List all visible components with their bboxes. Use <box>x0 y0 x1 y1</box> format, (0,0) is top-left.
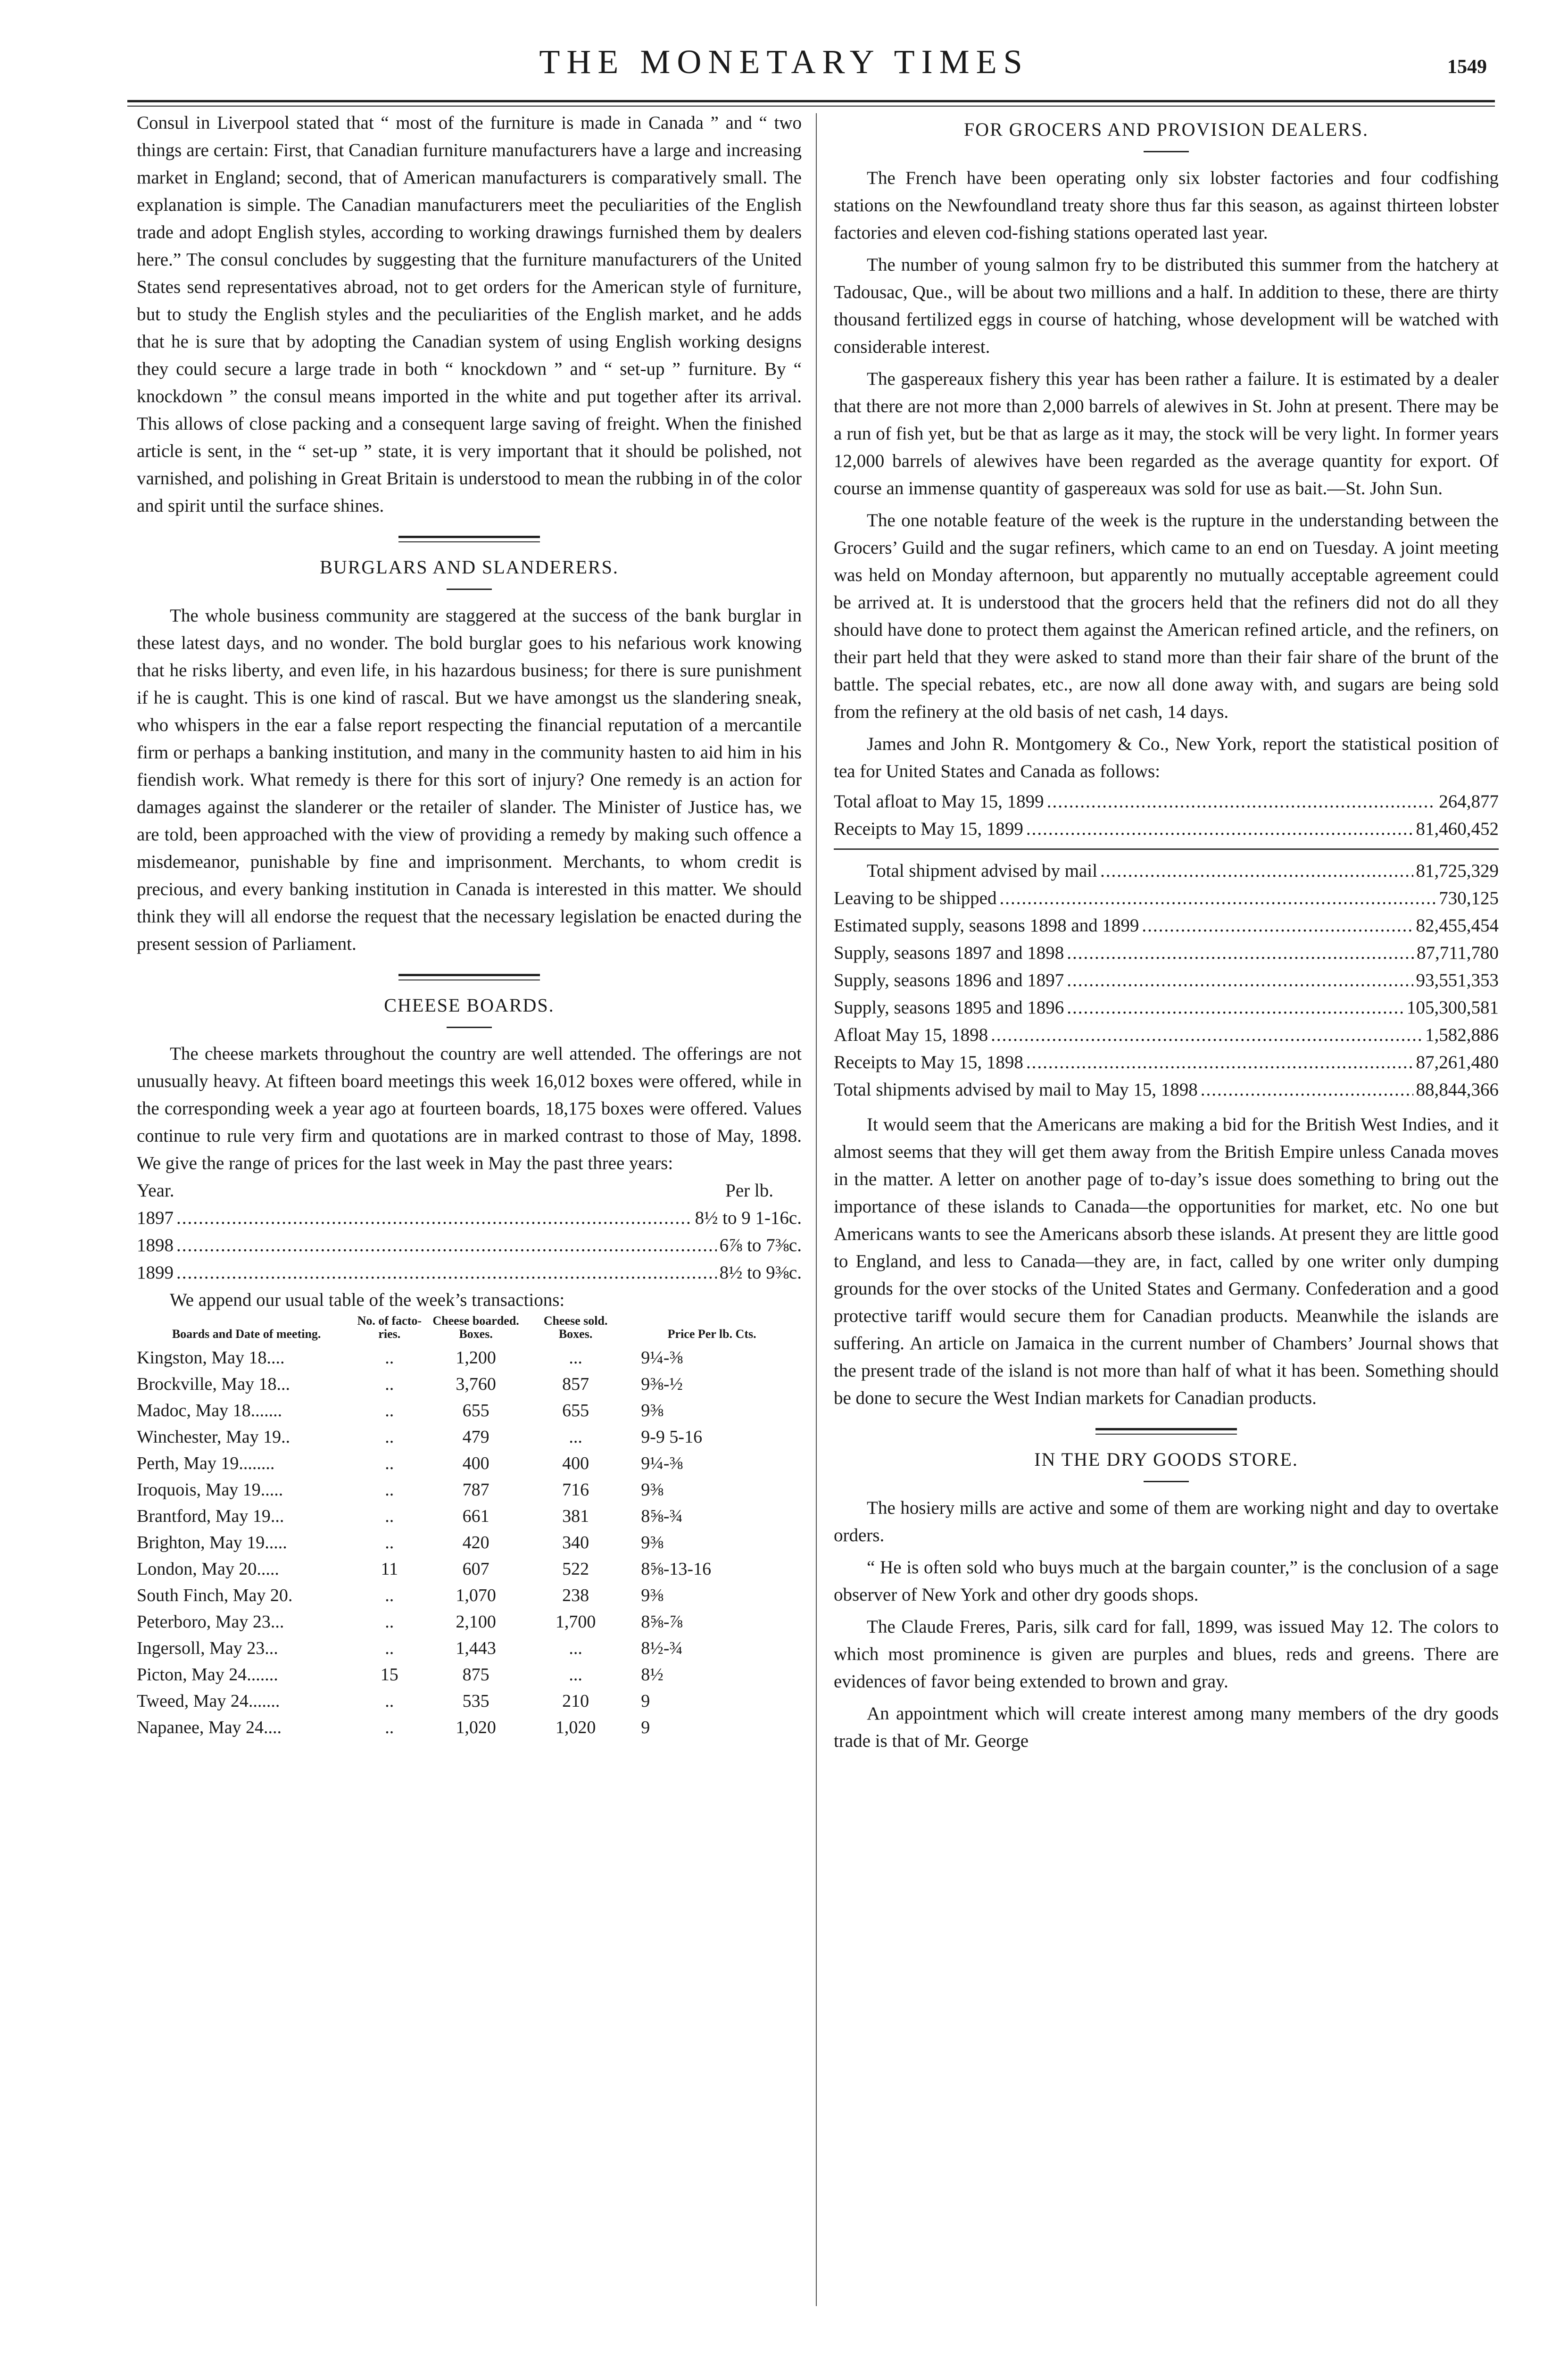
burglars-paragraph: The whole business community are staggered at the success of the bank burglar in these latest days, and no wonder. The bold burglar goes to his nefarious work knowing that he risks liberty, and even life, in his hazardous business; for there is sure punishment if he is caught. This is one kind of rascal. But we have amongst us the slandering sneak, who whispers in the ear a false report respecting the financial reputation of a mercantile firm or perhaps a banking institution, and many in the community hasten to aid him in his fiendish work. What remedy is there for this sort of injury? One remedy is an action for damages against the slanderer or the retailer of slander. The Minister of Justice has, we are told, been approached with the view of providing a remedy by making such offence a misdemeanor, punishable by fine and imprisonment. Merchants, to whom credit is precious, and every banking institution in Canada is interested in this matter. We should think they will all endorse the request that the necessary legislation be enacted during the present session of Parliament. <box>137 606 802 954</box>
price: 9 <box>641 1718 650 1737</box>
factories: .. <box>385 1533 394 1553</box>
factories: .. <box>385 1586 394 1605</box>
boxes-boarded: 1,070 <box>456 1586 496 1605</box>
price-range-header <box>137 1177 802 1204</box>
stat-label: Estimated supply, seasons 1898 and 1899 <box>834 915 1139 936</box>
board-date: Brantford, May 19... <box>137 1506 284 1526</box>
cheese-transactions-table <box>137 1314 802 1741</box>
boxes-sold: 655 <box>562 1401 589 1420</box>
boxes-boarded: 535 <box>462 1691 489 1711</box>
drygoods-heading: IN THE DRY GOODS STORE. <box>1034 1449 1298 1470</box>
grocers-paragraph: The number of young salmon fry to be distributed this summer from the hatchery at Tadousac, Que., will be about two millions and a half. In addition to these, there are thirty thousand fertilized eggs in course of hatching, whose development will be watched with considerable interest. <box>834 255 1499 357</box>
stat-row <box>834 788 1499 815</box>
per-lb-label: Per lb. <box>725 1180 773 1201</box>
stat-label: Receipts to May 15, 1898 <box>834 1052 1023 1072</box>
grocers-paragraph: The French have been operating only six lobster factories and four codfishing stations on the Newfoundland treaty shore thus far this season, as against thirteen lobster factories and eleven cod-fishing stations operated last year. <box>834 168 1499 243</box>
right-column <box>834 109 1499 1755</box>
boxes-boarded: 655 <box>462 1401 489 1420</box>
table-row <box>137 1556 802 1582</box>
table-row <box>137 1714 802 1741</box>
price: 9¼-⅜ <box>641 1348 683 1368</box>
boxes-sold: ... <box>569 1427 582 1447</box>
table-row <box>137 1582 802 1609</box>
boxes-sold: 522 <box>562 1559 589 1579</box>
column-divider <box>816 113 817 2306</box>
cheese-heading: CHEESE BOARDS. <box>384 995 555 1016</box>
factories: .. <box>385 1506 394 1526</box>
boxes-sold: 381 <box>562 1506 589 1526</box>
boxes-boarded: 875 <box>462 1665 489 1685</box>
heading-rule <box>1144 1481 1189 1482</box>
heading-rule <box>1144 151 1189 152</box>
stats-rule <box>834 848 1499 850</box>
header-rule-thin <box>127 106 1495 107</box>
leader-dots <box>1026 1049 1413 1076</box>
board-date: Tweed, May 24....... <box>137 1691 280 1711</box>
price: 8⅝-⅞ <box>641 1612 683 1632</box>
price-range: 8½ to 9 1-16c. <box>695 1208 802 1228</box>
boxes-sold: 400 <box>562 1453 589 1473</box>
table-row <box>137 1688 802 1714</box>
boxes-boarded: 3,760 <box>456 1374 496 1394</box>
tea-stats-group-b <box>834 857 1499 1104</box>
boxes-boarded: 607 <box>462 1559 489 1579</box>
price: 9 <box>641 1691 650 1711</box>
drygoods-paragraph: The hosiery mills are active and some of them are working night and day to overtake orders. <box>834 1498 1499 1545</box>
stat-value: 105,300,581 <box>1407 997 1499 1018</box>
append-line: We append our usual table of the week’s transactions: <box>170 1290 565 1310</box>
price-year: 1897 <box>137 1208 174 1228</box>
leader-dots <box>176 1259 717 1287</box>
grocers-paragraph: James and John R. Montgomery & Co., New York, report the statistical position of tea for United States and Canada as follows: <box>834 734 1499 781</box>
boxes-boarded: 479 <box>462 1427 489 1447</box>
table-row <box>137 1529 802 1556</box>
section-double-rule <box>398 974 540 980</box>
boxes-boarded: 420 <box>462 1533 489 1553</box>
grocers-paragraph: The gaspereaux fishery this year has been rather a failure. It is estimated by a dealer that there are not more than 2,000 barrels of alewives in St. John at present. There may be a run of fish yet, but be that as large as it may, the stock will be very light. In former years 12,000 barrels of alewives have been regarded as the average quantity for export. Of course an immense quantity of gaspereaux was sold for use as bait.—St. John Sun. <box>834 369 1499 498</box>
board-date: Kingston, May 18.... <box>137 1348 285 1368</box>
stat-label: Supply, seasons 1896 and 1897 <box>834 970 1064 990</box>
stat-label: Leaving to be shipped <box>834 888 997 908</box>
year-label: Year. <box>137 1180 174 1201</box>
board-date: Madoc, May 18....... <box>137 1401 282 1420</box>
stat-label: Total shipment advised by mail <box>867 861 1098 881</box>
stat-label: Total afloat to May 15, 1899 <box>834 791 1044 812</box>
price-year: 1898 <box>137 1235 174 1255</box>
boxes-sold: ... <box>569 1638 582 1658</box>
leader-dots <box>1067 994 1404 1021</box>
price-range-row <box>137 1204 802 1232</box>
boxes-boarded: 400 <box>462 1453 489 1473</box>
grocers-heading: FOR GROCERS AND PROVISION DEALERS. <box>963 119 1369 140</box>
factories: .. <box>385 1480 394 1500</box>
stat-row <box>834 994 1499 1021</box>
board-date: Peterboro, May 23... <box>137 1612 284 1632</box>
factories: .. <box>385 1401 394 1420</box>
boxes-boarded: 1,200 <box>456 1348 496 1368</box>
boxes-boarded: 661 <box>462 1506 489 1526</box>
price: 9⅜ <box>641 1586 664 1605</box>
board-date: Ingersoll, May 23... <box>137 1638 278 1658</box>
table-row <box>137 1424 802 1450</box>
leader-dots <box>176 1204 692 1232</box>
factories: 11 <box>381 1559 398 1579</box>
board-date: London, May 20..... <box>137 1559 279 1579</box>
boxes-boarded: 1,020 <box>456 1718 496 1737</box>
section-double-rule <box>398 536 540 542</box>
price: 9¼-⅜ <box>641 1453 683 1473</box>
leader-dots <box>1000 885 1436 912</box>
boxes-sold: 1,020 <box>555 1718 596 1737</box>
stat-row <box>834 939 1499 967</box>
stat-value: 88,844,366 <box>1416 1079 1499 1100</box>
boxes-sold: 210 <box>562 1691 589 1711</box>
stat-row <box>834 1076 1499 1104</box>
stat-value: 82,455,454 <box>1416 915 1499 936</box>
table-row <box>137 1397 802 1424</box>
stat-label: Afloat May 15, 1898 <box>834 1025 988 1045</box>
col-boarded: Cheese boarded. Boxes. <box>432 1314 519 1341</box>
factories: .. <box>385 1348 394 1368</box>
table-row <box>137 1371 802 1397</box>
stat-row <box>834 912 1499 939</box>
stat-label: Receipts to May 15, 1899 <box>834 819 1023 839</box>
leader-dots <box>1026 815 1413 843</box>
col-sold: Cheese sold. Boxes. <box>543 1314 608 1341</box>
price-range: 6⅞ to 7⅜c. <box>719 1235 802 1255</box>
stat-label: Total shipments advised by mail to May 15, 1898 <box>834 1079 1198 1100</box>
boxes-sold: 238 <box>562 1586 589 1605</box>
factories: .. <box>385 1638 394 1658</box>
masthead-title: THE MONETARY TIMES <box>539 43 1029 81</box>
stat-label: Supply, seasons 1895 and 1896 <box>834 997 1064 1018</box>
leader-dots <box>1047 788 1436 815</box>
drygoods-paragraph: An appointment which will create interest among many members of the dry goods trade is that of Mr. George <box>834 1703 1499 1751</box>
boxes-sold: ... <box>569 1348 582 1368</box>
stat-value: 1,582,886 <box>1425 1025 1499 1045</box>
drygoods-paragraph: “ He is often sold who buys much at the bargain counter,” is the conclusion of a sage observer of New York and other dry goods shops. <box>834 1557 1499 1605</box>
factories: 15 <box>380 1665 398 1685</box>
stat-value: 730,125 <box>1439 888 1499 908</box>
price: 9⅜ <box>641 1480 664 1500</box>
price: 9⅜-½ <box>641 1374 683 1394</box>
heading-rule <box>447 589 492 590</box>
factories: .. <box>385 1374 394 1394</box>
burglars-heading: BURGLARS AND SLANDERERS. <box>320 556 619 578</box>
drygoods-paragraph: The Claude Freres, Paris, silk card for fall, 1899, was issued May 12. The colors to which most prominence is given are purples and blues, reds and greens. There are evidences of favor being extended to brown and gray. <box>834 1617 1499 1692</box>
table-row <box>137 1503 802 1529</box>
board-date: Napanee, May 24.... <box>137 1718 282 1737</box>
board-date: Perth, May 19........ <box>137 1453 275 1473</box>
table-row <box>137 1345 802 1371</box>
boxes-sold: 716 <box>562 1480 589 1500</box>
page-number: 1549 <box>1447 56 1487 78</box>
col-boards: Boards and Date of meeting. <box>172 1327 321 1341</box>
header-rule-thick <box>127 100 1495 102</box>
stat-value: 264,877 <box>1439 791 1499 812</box>
board-date: Brockville, May 18... <box>137 1374 290 1394</box>
stat-row <box>834 967 1499 994</box>
factories: .. <box>385 1427 394 1447</box>
col-price: Price Per lb. Cts. <box>667 1327 756 1341</box>
table-row <box>137 1661 802 1688</box>
boxes-boarded: 2,100 <box>456 1612 496 1632</box>
stat-row <box>834 1021 1499 1049</box>
left-column <box>137 109 802 1741</box>
price: 9⅜ <box>641 1401 664 1420</box>
heading-rule <box>447 1027 492 1028</box>
factories: .. <box>385 1718 394 1737</box>
board-date: Brighton, May 19..... <box>137 1533 287 1553</box>
price-range-row <box>137 1232 802 1259</box>
stat-value: 81,460,452 <box>1416 819 1499 839</box>
table-row <box>137 1609 802 1635</box>
factories: .. <box>385 1691 394 1711</box>
tea-stats-group-a <box>834 788 1499 843</box>
factories: .. <box>385 1453 394 1473</box>
stat-row <box>834 815 1499 843</box>
grocers-paragraph: The one notable feature of the week is the rupture in the understanding between the Grocers’ Guild and the sugar refiners, which came to an end on Tuesday. A joint meeting was held on Monday afternoon, but apparently no mutually acceptable agreement could be arrived at. It is understood that the grocers held that the refiners did not do all they should have done to protect them against the American refined article, and the refiners, on their part held that they were asked to stand more than their fair share of the brunt of the battle. The special rebates, etc., are now all done away with, and sugars are being sold from the refinery at the old basis of net cash, 14 days. <box>834 510 1499 722</box>
price: 9-9 5-16 <box>641 1427 703 1447</box>
table-header-row <box>137 1314 802 1345</box>
leader-dots <box>991 1021 1422 1049</box>
board-date: Winchester, May 19.. <box>137 1427 290 1447</box>
boxes-sold: 857 <box>562 1374 589 1394</box>
board-date: Iroquois, May 19..... <box>137 1480 283 1500</box>
price: 8⅝-13-16 <box>641 1559 712 1579</box>
board-date: Picton, May 24....... <box>137 1665 278 1685</box>
boxes-sold: ... <box>569 1665 582 1685</box>
stat-label: Supply, seasons 1897 and 1898 <box>834 943 1064 963</box>
stat-row <box>834 857 1499 885</box>
boxes-sold: 1,700 <box>555 1612 596 1632</box>
boxes-sold: 340 <box>562 1533 589 1553</box>
stat-value: 87,711,780 <box>1416 943 1499 963</box>
price: 8⅝-¾ <box>641 1506 683 1526</box>
boxes-boarded: 1,443 <box>456 1638 496 1658</box>
factories: .. <box>385 1612 394 1632</box>
board-date: South Finch, May 20. <box>137 1586 293 1605</box>
table-row <box>137 1635 802 1661</box>
section-double-rule <box>1095 1428 1237 1435</box>
stat-row <box>834 885 1499 912</box>
price: 9⅜ <box>641 1533 664 1553</box>
leader-dots <box>1067 967 1413 994</box>
leader-dots <box>1201 1076 1413 1104</box>
stat-value: 81,725,329 <box>1416 861 1499 881</box>
price: 8½ <box>641 1665 664 1685</box>
stat-value: 87,261,480 <box>1416 1052 1499 1072</box>
stat-value: 93,551,353 <box>1416 970 1499 990</box>
stat-row <box>834 1049 1499 1076</box>
leader-dots <box>176 1232 717 1259</box>
price-range: 8½ to 9⅜c. <box>719 1262 802 1283</box>
col-factories: No. of facto-ries. <box>357 1314 422 1341</box>
price-year: 1899 <box>137 1262 174 1283</box>
price: 8½-¾ <box>641 1638 683 1658</box>
boxes-boarded: 787 <box>462 1480 489 1500</box>
west-indies-paragraph: It would seem that the Americans are making a bid for the British West Indies, and it almost seems that they will get them away from the British Empire unless Canada moves in the matter. A letter on another page of to-day’s issue does something to bring out the importance of these islands to Canada—the opportunities for market, etc. No one but Americans wants to see the Americans absorb these islands. At present they are little good to England, and less to Canada—they are, in fact, called by one writer only dumping grounds for the over stocks of the United States and Germany. Confederation and a good protective tariff would secure them for Canadian products. Meanwhile the islands are suffering. An article on Jamaica in the current number of Chambers’ Journal shows that the present trade of the island is not more than half of what it has been. Something should be done to secure the West Indian markets for Canadian products. <box>834 1114 1499 1408</box>
cheese-paragraph: The cheese markets throughout the country are well attended. The offerings are not unusually heavy. At fifteen board meetings this week 16,012 boxes were offered, while in the corresponding week a year ago at fourteen boards, 18,175 boxes were offered. Values continue to rule very firm and quotations are in marked contrast to those of May, 1898. We give the range of prices for the last week in May the past three years: <box>137 1044 802 1173</box>
leader-dots <box>1142 912 1413 939</box>
price-range-row <box>137 1259 802 1287</box>
furniture-paragraph: Consul in Liverpool stated that “ most of the furniture is made in Canada ” and “ two things are certain: First, that Canadian furniture manufacturers have a large and increasing market in England; second, that of American manufacturers is comparatively small. The explanation is simple. The Canadian manufacturers meet the peculiarities of the English trade and adopt English styles, according to working drawings furnished them by dealers here.” The consul concludes by suggesting that the furniture manufacturers of the United States send representatives abroad, not to get orders for the American style of furniture, but to study the English styles and the peculiarities of the English market, and he adds that he is sure that by adopting the Canadian system of using English working designs they could secure a large trade in both “ knockdown ” and “ set-up ” furniture. By “ knockdown ” the consul means imported in the white and put together after its arrival. This allows of close packing and a consequent large saving of freight. When the finished article is sent, in the “ set-up ” state, it is very important that it should be polished, not varnished, and polishing in Great Britain is understood to mean the rubbing in of the color and spirit until the surface shines. <box>137 113 802 516</box>
table-row <box>137 1450 802 1477</box>
leader-dots <box>1067 939 1414 967</box>
leader-dots <box>1100 857 1413 885</box>
table-row <box>137 1477 802 1503</box>
